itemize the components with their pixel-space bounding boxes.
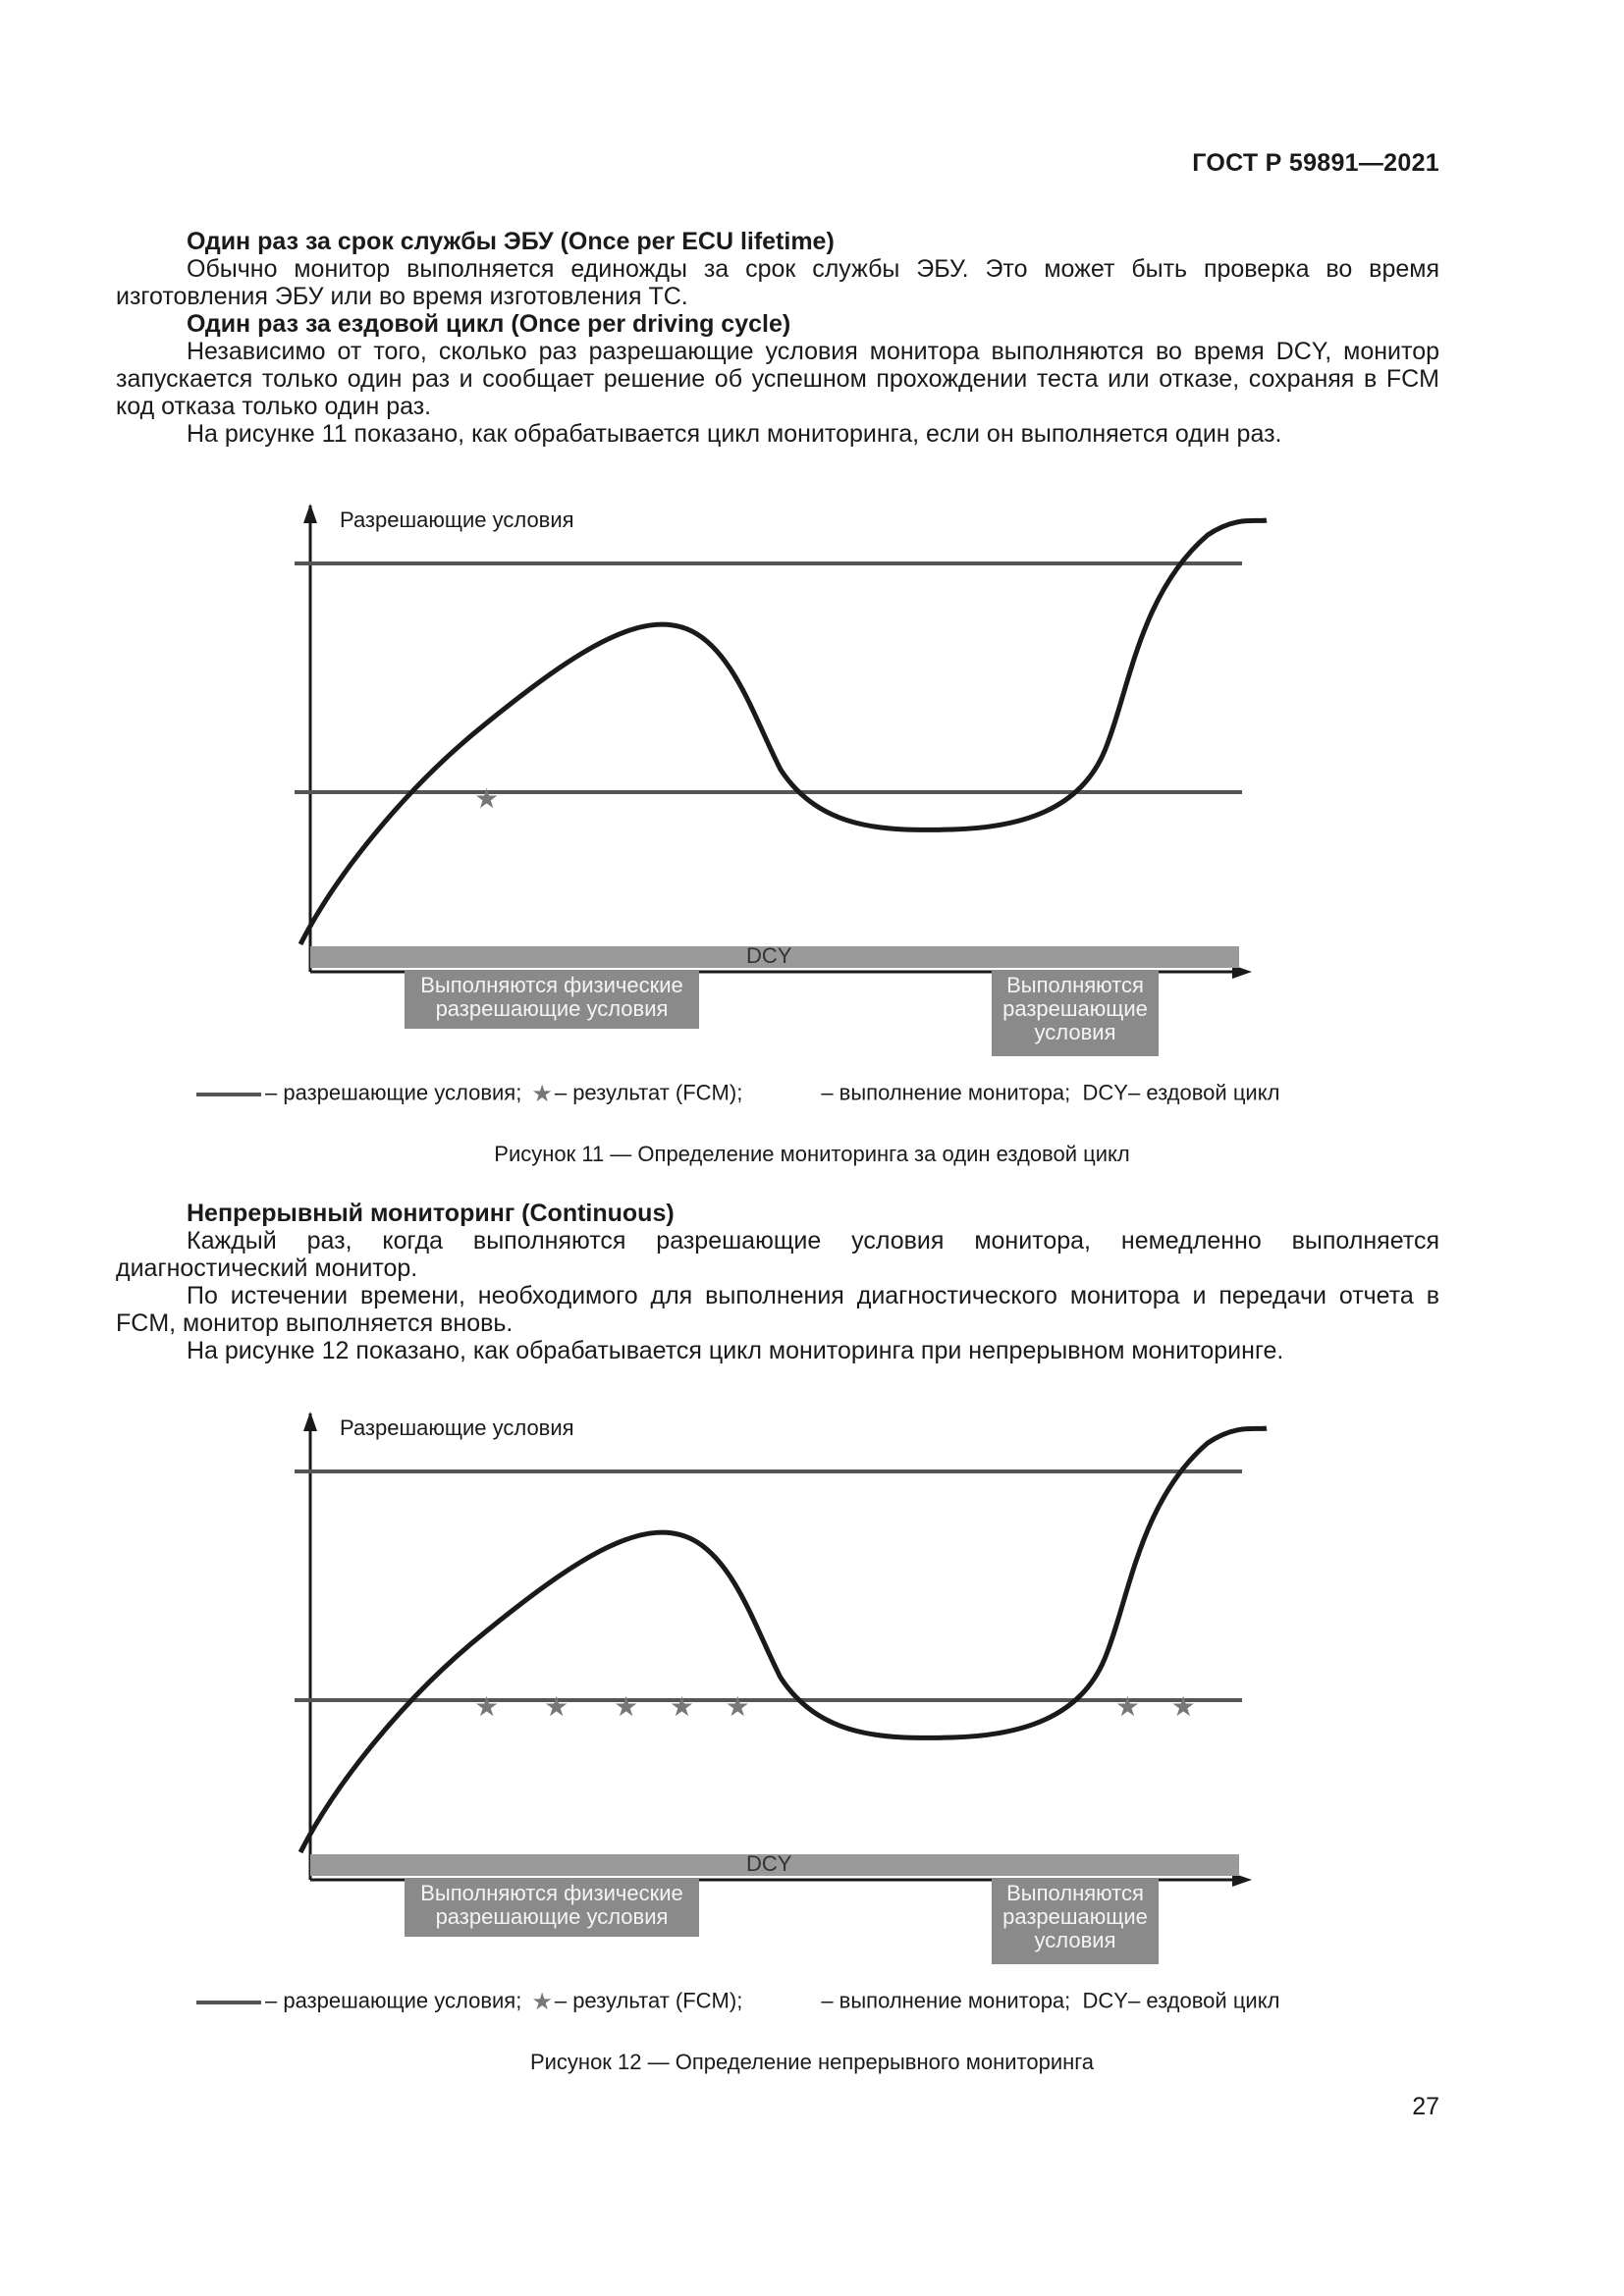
figure-11-legend <box>196 1080 1279 1108</box>
y-axis-label: Разрешающие условия <box>340 507 574 532</box>
dcy-label: DCY <box>746 943 792 968</box>
heading-once-per-ecu: Один раз за срок службы ЭБУ (Once per ECU lifetime) <box>187 228 835 255</box>
legend-star-icon: ★ <box>531 1989 553 2015</box>
heading-once-per-driving-cycle: Один раз за ездовой цикл (Once per driving cycle) <box>187 310 791 338</box>
fcm-result-star-icon: ★ <box>474 1691 500 1722</box>
fcm-result-star-icon: ★ <box>669 1691 694 1722</box>
fcm-result-star-icon: ★ <box>725 1691 750 1722</box>
legend-line-swatch <box>196 1093 261 1096</box>
legend-star-text: – результат (FCM); <box>554 1988 743 2013</box>
physical-conditions-box: Выполняются физические разрешающие условия <box>405 970 699 1029</box>
dcy-label: DCY <box>746 1851 792 1876</box>
paragraph-continuous-a: Каждый раз, когда выполняются разрешающие условия монитора, немедленно выполняется диагностический монитор. <box>116 1227 1439 1282</box>
paragraph-figure12-intro: На рисунке 12 показано, как обрабатывается цикл мониторинга при непрерывном мониторинге. <box>187 1337 1284 1364</box>
legend-dcy-text: DCY– ездовой цикл <box>1082 1988 1280 2013</box>
enabling-conditions-box: Выполняются разрешающие условия <box>992 970 1159 1056</box>
y-axis-label: Разрешающие условия <box>340 1415 574 1440</box>
legend-monitor-text: – выполнение монитора; <box>821 1988 1071 2013</box>
legend-star-icon: ★ <box>531 1081 553 1107</box>
paragraph-once-per-ecu: Обычно монитор выполняется единожды за срок службы ЭБУ. Это может быть проверка во время изготовления ЭБУ или во время изготовления ТС. <box>116 255 1439 310</box>
enabling-conditions-curve <box>300 520 1267 944</box>
heading-continuous: Непрерывный мониторинг (Continuous) <box>187 1200 675 1227</box>
figure-12-legend <box>196 1988 1279 2016</box>
figure-11-caption: Рисунок 11 — Определение мониторинга за один ездовой цикл <box>494 1142 1130 1166</box>
figure-12-caption: Рисунок 12 — Определение непрерывного мониторинга <box>529 2050 1095 2074</box>
fcm-result-star-icon: ★ <box>474 783 500 814</box>
legend-monitor-swatch <box>750 1996 821 2009</box>
section-continuous <box>116 1200 1439 1364</box>
paragraph-continuous-b: По истечении времени, необходимого для выполнения диагностического монитора и передачи отчета в FCM, монитор выполняется вновь. <box>116 1282 1439 1337</box>
figure-11 <box>275 496 1276 1045</box>
legend-star-text: – результат (FCM); <box>554 1080 743 1105</box>
legend-dcy-text: DCY– ездовой цикл <box>1082 1080 1280 1105</box>
y-axis-arrow <box>303 1412 317 1431</box>
legend-monitor-text: – выполнение монитора; <box>821 1080 1071 1105</box>
section-once <box>116 228 1439 448</box>
enabling-conditions-box: Выполняются разрешающие условия <box>992 1878 1159 1964</box>
y-axis-arrow <box>303 504 317 523</box>
fcm-result-star-icon: ★ <box>614 1691 639 1722</box>
legend-line-text: – разрешающие условия; <box>265 1988 522 2013</box>
paragraph-figure11-intro: На рисунке 11 показано, как обрабатывается цикл мониторинга, если он выполняется один раз. <box>187 420 1282 448</box>
fcm-result-star-icon: ★ <box>1170 1691 1196 1722</box>
fcm-results <box>474 1691 1196 1722</box>
physical-conditions-box: Выполняются физические разрешающие условия <box>405 1878 699 1937</box>
legend-line-swatch <box>196 2001 261 2004</box>
fcm-results <box>474 783 499 814</box>
legend-monitor-swatch <box>750 1088 821 1101</box>
page-number: 27 <box>1412 2093 1439 2120</box>
enabling-conditions-curve <box>300 1428 1267 1852</box>
document-header: ГОСТ Р 59891—2021 <box>1192 149 1439 177</box>
fcm-result-star-icon: ★ <box>544 1691 569 1722</box>
fcm-result-star-icon: ★ <box>1114 1691 1141 1722</box>
legend-line-text: – разрешающие условия; <box>265 1080 522 1105</box>
paragraph-once-per-driving-cycle: Независимо от того, сколько раз разрешающие условия монитора выполняются во время DCY, монитор запускается только один раз и сообщает решение об успешном прохождении теста или отказе, сохраняя в FCM код отказа только один раз. <box>116 338 1439 420</box>
figure-12 <box>275 1404 1276 1953</box>
